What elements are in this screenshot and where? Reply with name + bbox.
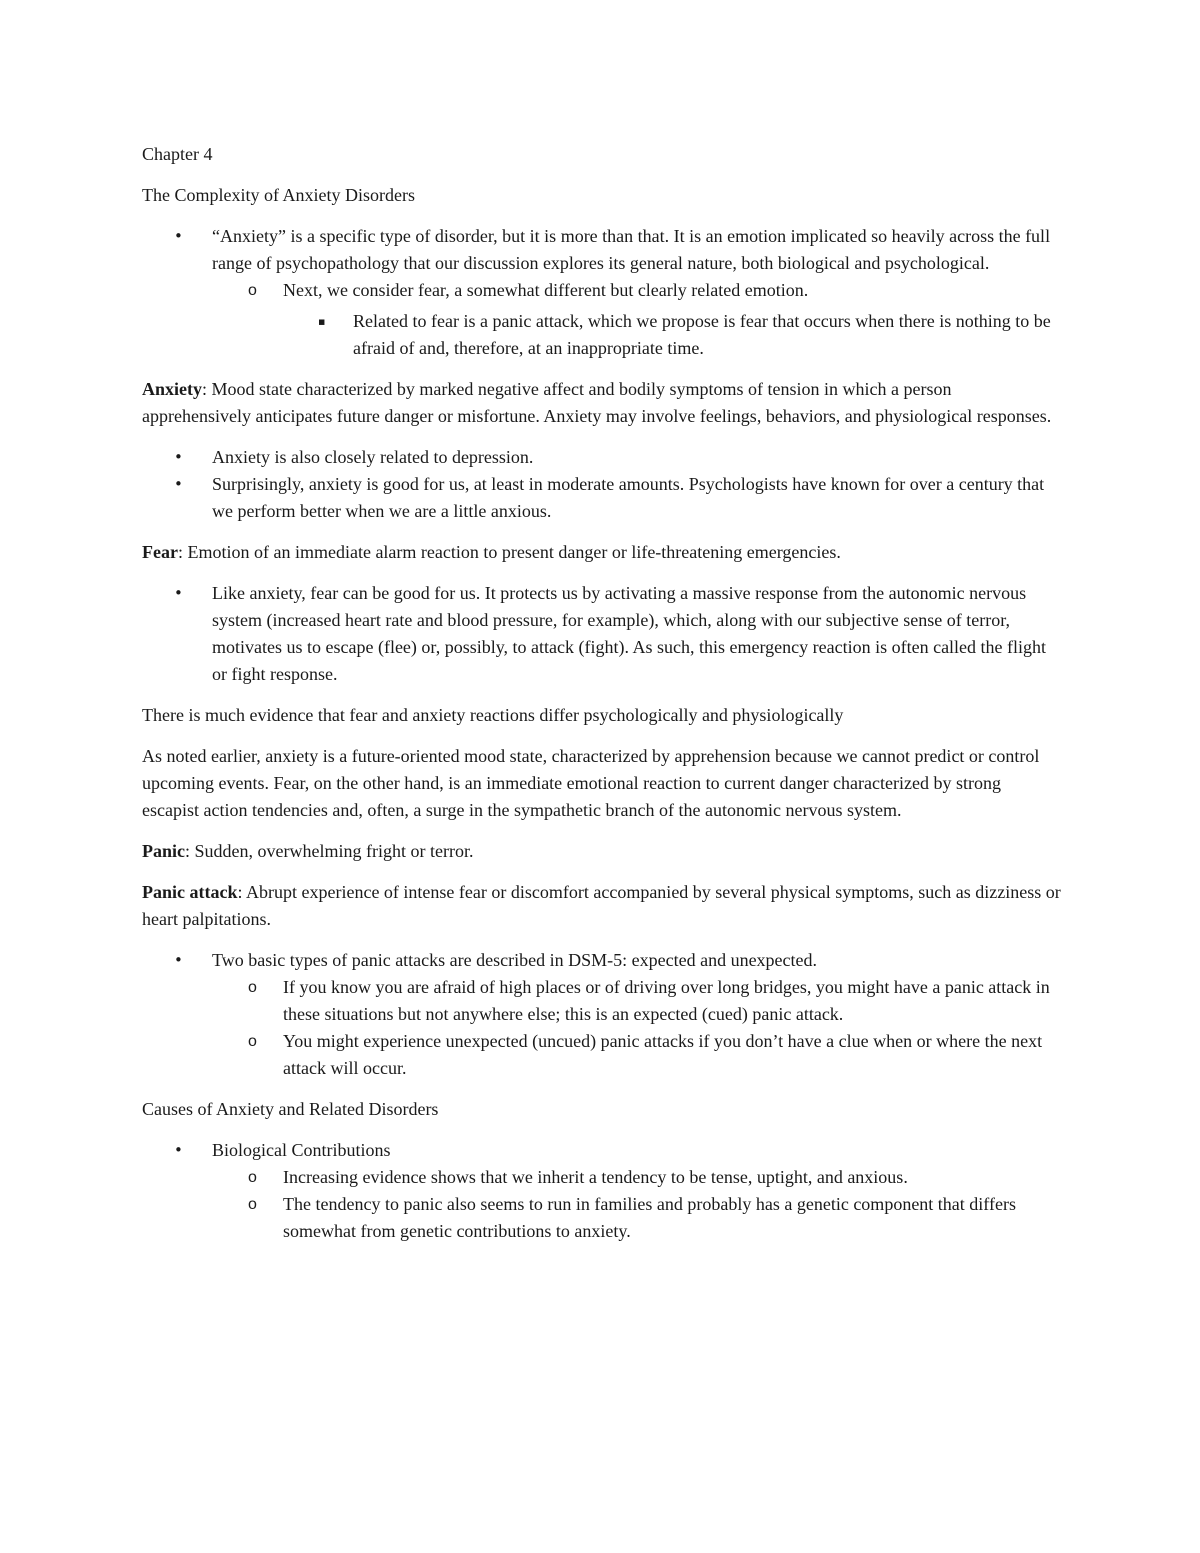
list-item xyxy=(142,947,1062,974)
panic-attack-definition xyxy=(142,879,1062,933)
bullet-icon: • xyxy=(174,1141,183,1159)
causes-heading: Causes of Anxiety and Related Disorders xyxy=(142,1099,439,1119)
list-item-text: Biological Contributions xyxy=(212,1140,391,1160)
panic-attack-list xyxy=(142,947,1062,1082)
term-fear: Fear xyxy=(142,542,178,562)
list-item-text: Two basic types of panic attacks are described in DSM-5: expected and unexpected. xyxy=(212,950,818,970)
list-item-text: Anxiety is also closely related to depression. xyxy=(212,447,534,467)
circle-bullet-icon: o xyxy=(248,1033,257,1050)
list-item xyxy=(142,1191,1062,1245)
bullet-icon: • xyxy=(174,951,183,969)
bullet-icon: • xyxy=(174,448,183,466)
list-item xyxy=(142,277,1062,304)
circle-bullet-icon: o xyxy=(248,1169,257,1186)
document-page xyxy=(142,141,1062,1245)
chapter-label: Chapter 4 xyxy=(142,144,213,164)
intro-list xyxy=(142,223,1062,362)
list-item xyxy=(142,1164,1062,1191)
list-item-text: If you know you are afraid of high places or of driving over long bridges, you might have a panic attack in these situations but not anywhere else; this is an expected (cued) panic attack. xyxy=(283,977,1050,1024)
fear-definition xyxy=(142,539,1062,566)
causes-list xyxy=(142,1137,1062,1245)
circle-bullet-icon: o xyxy=(248,979,257,996)
list-item-text: Surprisingly, anxiety is good for us, at least in moderate amounts. Psychologists have known for over a century that we perform better when we are a little anxious. xyxy=(212,474,1045,521)
circle-bullet-icon: o xyxy=(248,1196,257,1213)
list-item-text: Increasing evidence shows that we inherit a tendency to be tense, uptight, and anxious. xyxy=(283,1167,908,1187)
list-item xyxy=(142,974,1062,1028)
list-item xyxy=(142,308,1062,362)
bullet-icon: • xyxy=(174,227,183,245)
bullet-icon: • xyxy=(174,584,183,602)
list-item-text: You might experience unexpected (uncued) panic attacks if you don’t have a clue when or where the next attack will occur. xyxy=(283,1031,1043,1078)
page-title: The Complexity of Anxiety Disorders xyxy=(142,185,415,205)
circle-bullet-icon: o xyxy=(248,282,257,299)
list-item-text: “Anxiety” is a specific type of disorder, but it is more than that. It is an emotion implicated so heavily across the full range of psychopathology that our discussion explores its general nature, both biological and psychological. xyxy=(212,226,1051,273)
anxiety-list xyxy=(142,444,1062,525)
definition-text: : Abrupt experience of intense fear or discomfort accompanied by several physical symptoms, such as dizziness or heart palpitations. xyxy=(142,882,1061,929)
list-item xyxy=(142,1028,1062,1082)
square-bullet-icon: ▪ xyxy=(318,315,326,328)
definition-text: : Emotion of an immediate alarm reaction to present danger or life-threatening emergencies. xyxy=(177,542,841,562)
list-item xyxy=(142,223,1062,277)
term-panic: Panic xyxy=(142,841,185,861)
bullet-icon: • xyxy=(174,475,183,493)
list-item-text: Related to fear is a panic attack, which we propose is fear that occurs when there is nothing to be afraid of and, therefore, at an inappropriate time. xyxy=(353,311,1051,358)
definition-text: : Sudden, overwhelming fright or terror. xyxy=(185,841,474,861)
term-anxiety: Anxiety xyxy=(142,379,202,399)
list-item xyxy=(142,444,1062,471)
list-item xyxy=(142,471,1062,525)
anxiety-definition xyxy=(142,376,1062,430)
fear-list xyxy=(142,580,1062,688)
evidence-paragraph: There is much evidence that fear and anxiety reactions differ psychologically and physiologically xyxy=(142,705,844,725)
panic-definition xyxy=(142,838,1062,865)
list-item-text: Next, we consider fear, a somewhat different but clearly related emotion. xyxy=(283,280,809,300)
noted-paragraph: As noted earlier, anxiety is a future-oriented mood state, characterized by apprehension because we cannot predict or control upcoming events. Fear, on the other hand, is an immediate emotional reaction to current danger characterized by strong escapist action tendencies and, often, a surge in the sympathetic branch of the autonomic nervous system. xyxy=(142,746,1040,820)
list-item xyxy=(142,1137,1062,1164)
list-item-text: Like anxiety, fear can be good for us. It protects us by activating a massive response from the autonomic nervous system (increased heart rate and blood pressure, for example), which, along with our subjective sense of terror, motivates us to escape (flee) or, possibly, to attack (fight). As such, this emergency reaction is often called the flight or fight response. xyxy=(212,583,1047,684)
list-item xyxy=(142,580,1062,688)
term-panic-attack: Panic attack xyxy=(142,882,238,902)
list-item-text: The tendency to panic also seems to run in families and probably has a genetic component that differs somewhat from genetic contributions to anxiety. xyxy=(283,1194,1016,1241)
definition-text: : Mood state characterized by marked negative affect and bodily symptoms of tension in which a person apprehensively anticipates future danger or misfortune. Anxiety may involve feelings, behaviors, and physiological responses. xyxy=(142,379,1052,426)
